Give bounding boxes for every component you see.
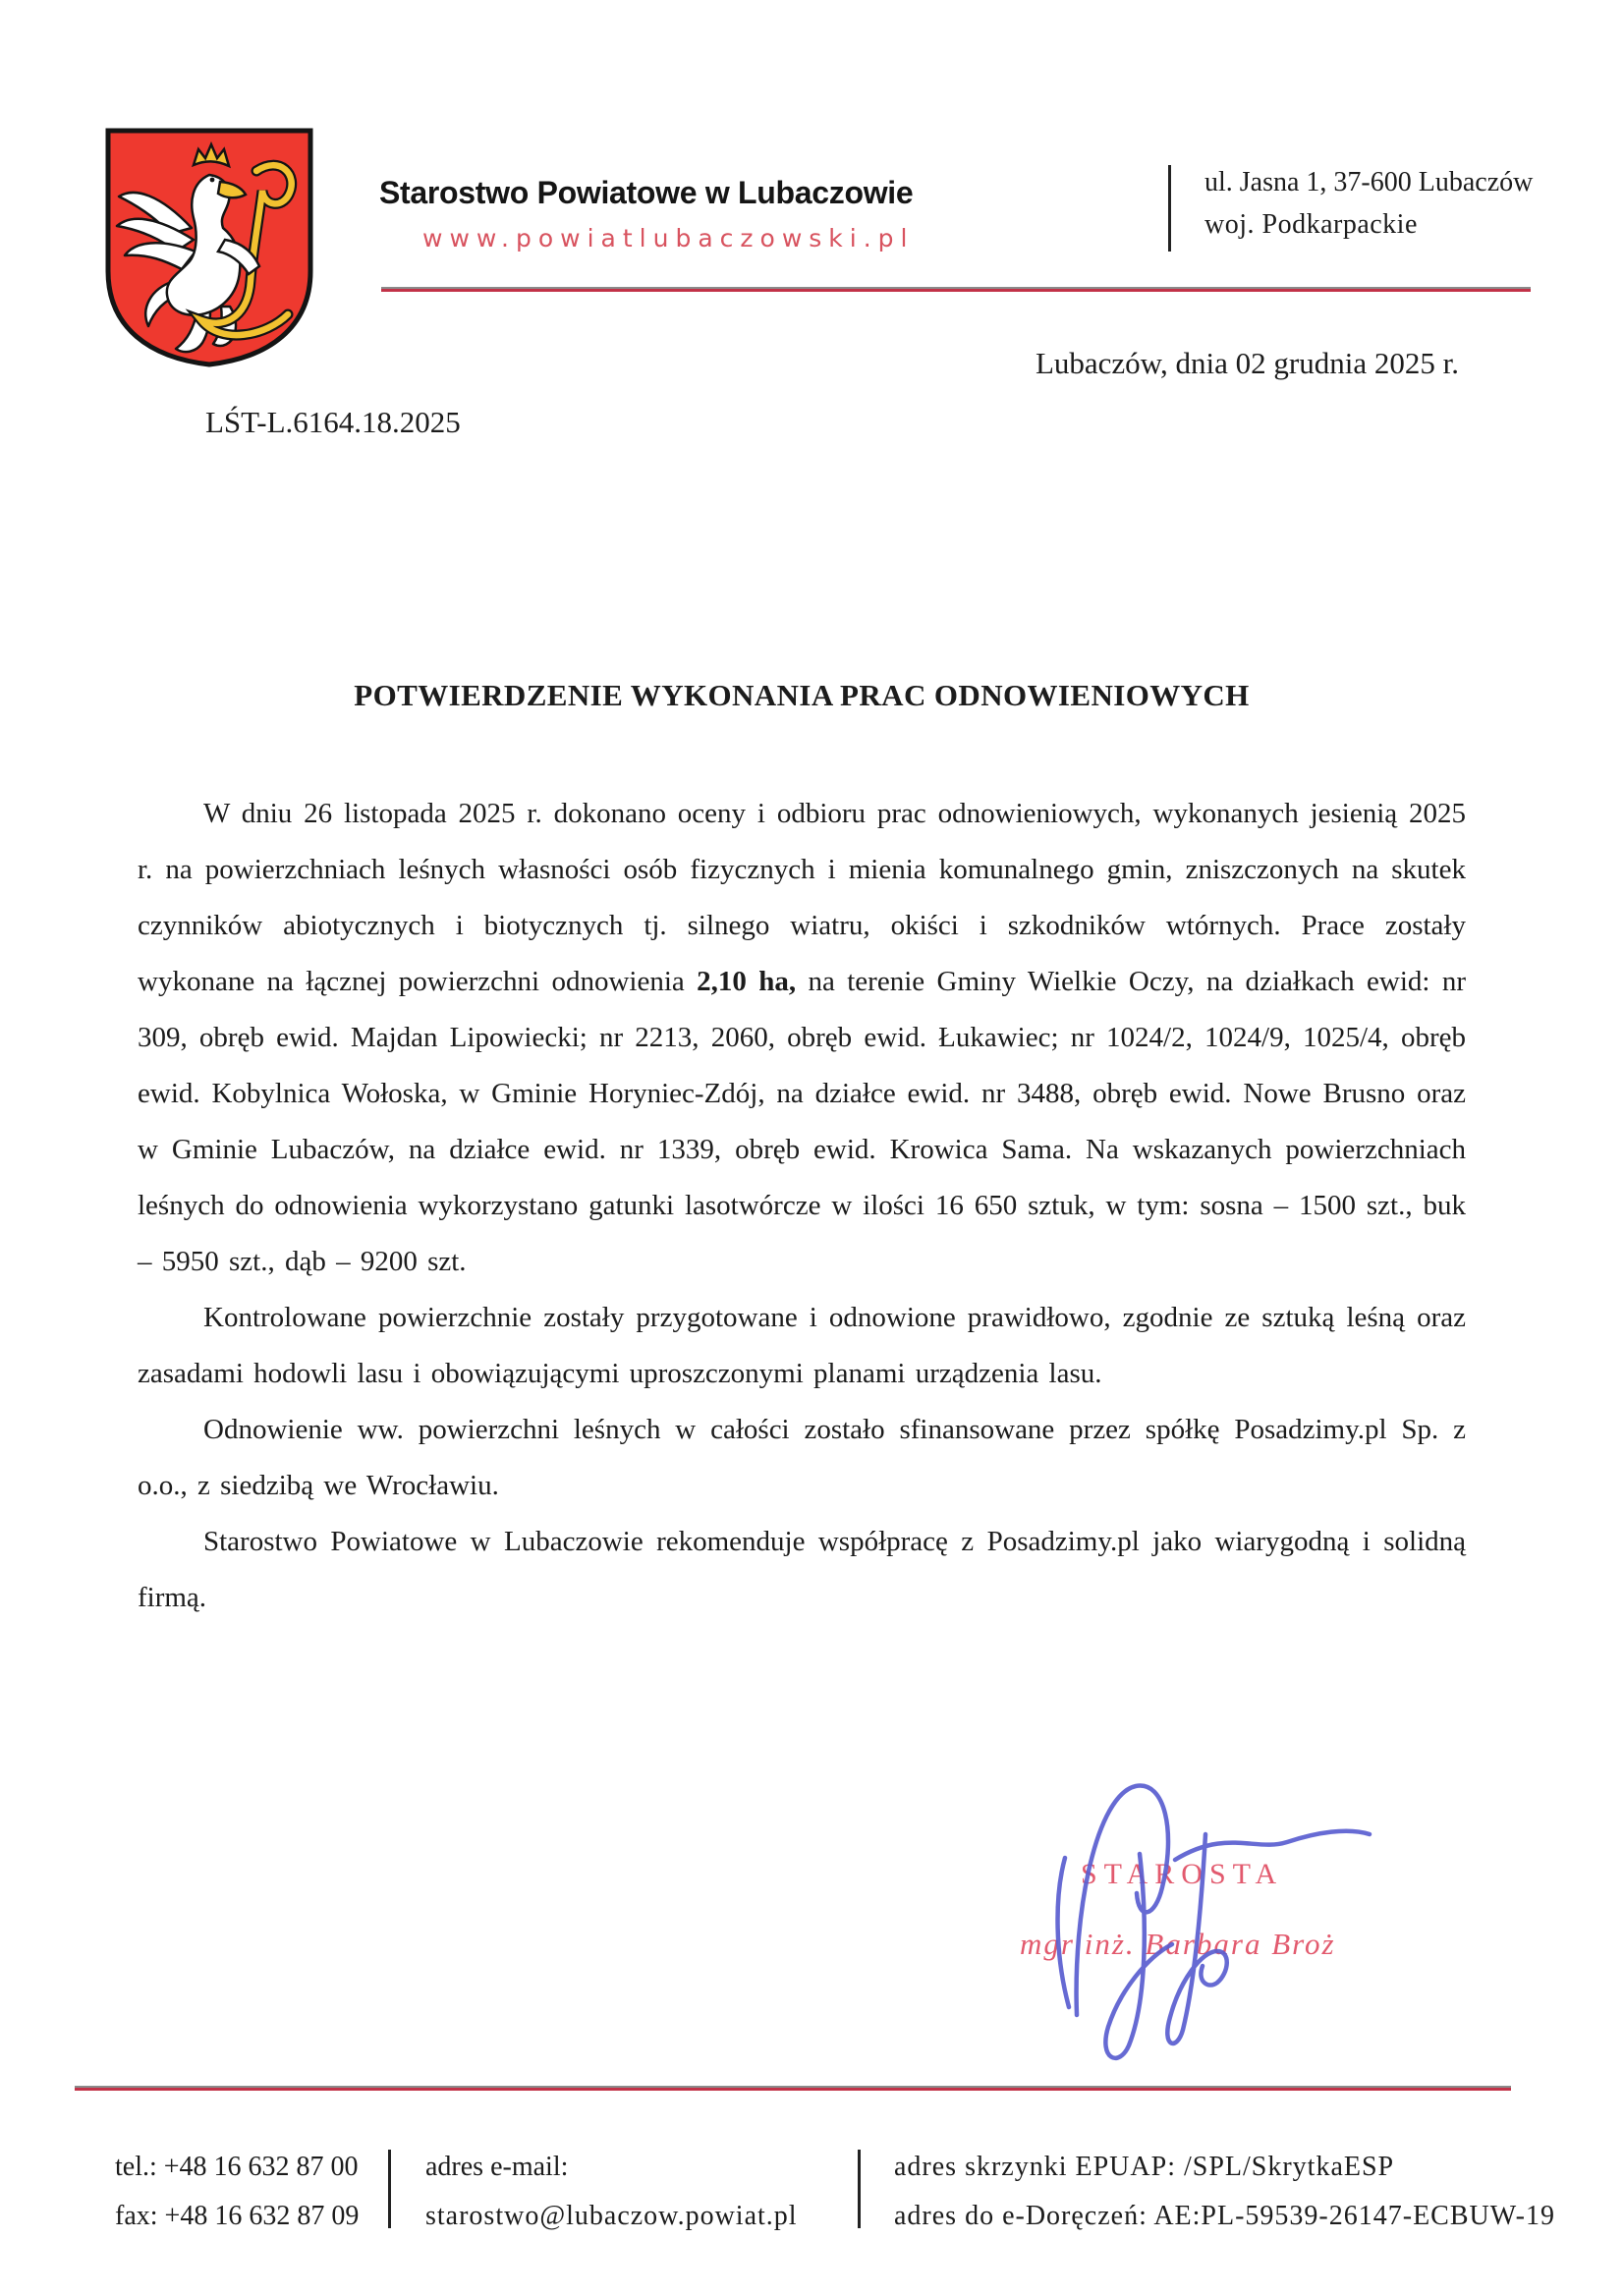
- footer-epuap: adres skrzynki EPUAP: /SPL/SkrytkaESP: [894, 2152, 1395, 2182]
- footer-edelivery: adres do e-Doręczeń: AE:PL-59539-26147-ECBUW-19: [894, 2201, 1555, 2231]
- footer-phone-column: [115, 2152, 359, 2250]
- coat-of-arms-icon: [103, 126, 315, 369]
- footer-separator-2: [858, 2150, 861, 2228]
- header-address-separator: [1168, 165, 1171, 252]
- office-website: www.powiatlubaczowski.pl: [422, 224, 915, 252]
- footer-edelivery-column: [894, 2152, 1555, 2250]
- footer-divider: [75, 2086, 1511, 2091]
- header-divider: [381, 287, 1531, 292]
- footer-email-address: starostwo@lubaczow.powiat.pl: [425, 2201, 798, 2231]
- office-address-street: ul. Jasna 1, 37-600 Lubaczów: [1204, 167, 1534, 197]
- signature-block: [992, 1764, 1415, 2088]
- paragraph-4: Starostwo Powiatowe w Lubaczowie rekomenduje współpracę z Posadzimy.pl jako wiarygodną i solidną firmą.: [138, 1526, 1466, 1613]
- handwritten-signature-ink: [992, 1764, 1415, 2088]
- stamp-role-title: STAROSTA: [1081, 1858, 1284, 1890]
- paragraph-1: [138, 786, 1466, 1290]
- footer-separator-1: [388, 2150, 391, 2228]
- stamp-signer-name: mgr inż. Barbara Broż: [1020, 1927, 1336, 1961]
- area-total-bold: 2,10 ha,: [697, 966, 797, 997]
- office-name: Starostwo Powiatowe w Lubaczowie: [379, 175, 914, 210]
- letter-body: [138, 786, 1466, 1626]
- footer-phone: tel.: +48 16 632 87 00: [115, 2152, 359, 2182]
- reference-number: LŚT-L.6164.18.2025: [205, 405, 461, 439]
- paragraph-1-continued: na terenie Gminy Wielkie Oczy, na działkach ewid: nr 309, obręb ewid. Majdan Lipowiecki; nr 2213, 2060, obręb ewid. Łukawiec; nr 1024/2, 1024/9, 1025/4, obręb ewid. Kobylnica Wołoska, w Gminie Horyniec-Zdój, na działce ewid. nr 3488, obręb ewid. Nowe Brusno oraz w Gminie Lubaczów, na działce ewid. nr 1339, obręb ewid. Krowica Sama. Na wskazanych powierzchniach leśnych do odnowienia wykorzystano gatunki lasotwórcze w ilości 16 650 sztuk, w tym: sosna – 1500 szt., buk – 5950 szt., dąb – 9200 szt.: [138, 966, 1466, 1277]
- office-address-voivodeship: woj. Podkarpackie: [1204, 209, 1418, 240]
- place-and-date: Lubaczów, dnia 02 grudnia 2025 r.: [1035, 346, 1459, 380]
- paragraph-3: Odnowienie ww. powierzchni leśnych w całości zostało sfinansowane przez spółkę Posadzimy.pl Sp. z o.o., z siedzibą we Wrocławiu.: [138, 1414, 1466, 1501]
- paragraph-2: Kontrolowane powierzchnie zostały przygotowane i odnowione prawidłowo, zgodnie ze sztuką leśną oraz zasadami hodowli lasu i obowiązującymi uproszczonymi planami urządzenia lasu.: [138, 1302, 1466, 1389]
- footer-email-label: adres e-mail:: [425, 2152, 569, 2182]
- footer-fax: fax: +48 16 632 87 09: [115, 2201, 360, 2231]
- paragraph-1-text: W dniu 26 listopada 2025 r. dokonano oceny i odbioru prac odnowieniowych, wykonanych jesienią 2025 r. na powierzchniach leśnych własności osób fizycznych i mienia komunalnego gmin, zniszczonych na skutek czynników abiotycznych i biotycznych tj. silnego wiatru, okiści i szkodników wtórnych. Prace zostały wykonane na łącznej powierzchni odnowienia: [138, 798, 1466, 997]
- footer-email-column: [425, 2152, 798, 2250]
- document-title: POTWIERDZENIE WYKONANIA PRAC ODNOWIENIOWYCH: [354, 678, 1250, 712]
